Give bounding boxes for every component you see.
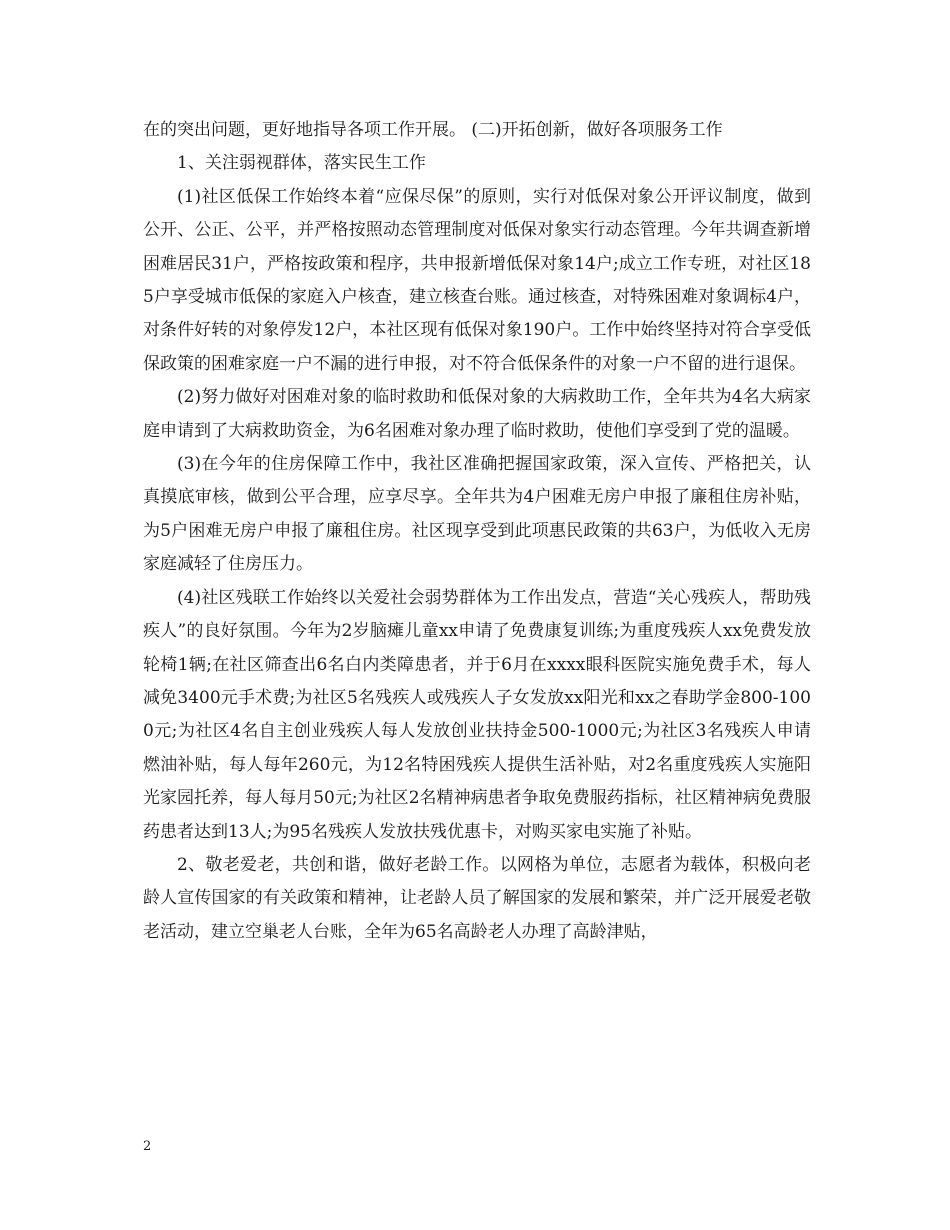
paragraph-heading-2: 2、敬老爱老，共创和谐，做好老龄工作。以网格为单位，志愿者为载体，积极向老龄人宣传国家的有关政策和精神，让老龄人员了解国家的发展和繁荣，并广泛开展爱老敬老活动，建立空巢老人台账，全年为65名高龄老人办理了高龄津贴， [143,854,811,942]
document-body [143,114,811,949]
paragraph-item-3: (3)在今年的住房保障工作中，我社区准确把握国家政策，深入宣传、严格把关，认真摸底审核，做到公平合理，应享尽享。全年共为4户困难无房户申报了廉租住房补贴，为5户困难无房户申报了廉租住房。社区现享受到此项惠民政策的共63户，为低收入无房家庭减轻了住房压力。 [143,454,811,575]
paragraph-item-1: (1)社区低保工作始终本着“应保尽保”的原则，实行对低保对象公开评议制度，做到公开、公正、公平，并严格按照动态管理制度对低保对象实行动态管理。今年共调查新增困难居民31户，严格按政策和程序，共申报新增低保对象14户;成立工作专班，对社区185户享受城市低保的家庭入户核查，建立核查台账。通过核查，对特殊困难对象调标4户，对条件好转的对象停发12户，本社区现有低保对象190户。工作中始终坚持对符合享受低保政策的困难家庭一户不漏的进行申报，对不符合低保条件的对象一户不留的进行退保。 [143,186,811,374]
paragraph-heading-1: 1、关注弱视群体，落实民生工作 [177,153,426,174]
paragraph-item-2: (2)努力做好对困难对象的临时救助和低保对象的大病救助工作，全年共为4名大病家庭申请到了大病救助资金，为6名困难对象办理了临时救助，使他们享受到了党的温暖。 [143,387,811,441]
paragraph-intro-continuation: 在的突出问题，更好地指导各项工作开展。 (二)开拓创新，做好各项服务工作 [143,120,723,140]
paragraph-item-4: (4)社区残联工作始终以关爱社会弱势群体为工作出发点，营造“关心残疾人，帮助残疾人”的良好氛围。今年为2岁脑瘫儿童xx申请了免费康复训练;为重度残疾人xx免费发放轮椅1辆;在社区筛查出6名白内类障患者，并于6月在xxxx眼科医院实施免费手术，每人减免3400元手术费;为社区5名残疾人或残疾人子女发放xx阳光和xx之春助学金800-1000元;为社区4名自主创业残疾人每人发放创业扶持金500-1000元;为社区3名残疾人申请燃油补贴，每人每年260元，为12名特困残疾人提供生活补贴，对2名重度残疾人实施阳光家园托养，每人每月50元;为社区2名精神病患者争取免费服药指标，社区精神病免费服药患者达到13人;为95名残疾人发放扶残优惠卡，对购买家电实施了补贴。 [143,587,811,842]
page-number: 2 [143,1139,152,1154]
